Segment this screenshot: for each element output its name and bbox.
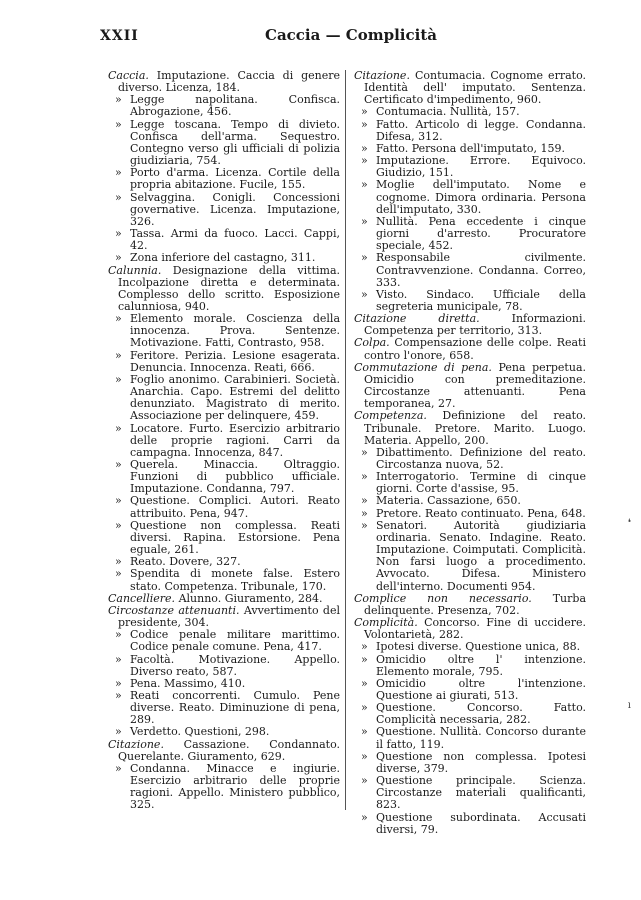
entry-text: Verdetto. Questioni, 298. xyxy=(130,725,270,739)
ditto-mark: » xyxy=(361,725,368,739)
index-subentry xyxy=(108,495,340,519)
index-entry xyxy=(108,70,340,94)
index-entry xyxy=(108,265,340,314)
entry-text: Ipotesi diverse. Questione unica, 88. xyxy=(376,640,581,654)
entry-text: Questione non complessa. Reati diversi. Rapina. Estorsione. Pena eguale, 261. xyxy=(130,518,340,557)
ditto-mark: » xyxy=(361,178,368,192)
entry-text: Imputazione. Caccia di genere diverso. Licenza, 184. xyxy=(118,69,340,95)
ditto-mark: » xyxy=(361,117,368,131)
entry-text: Dibattimento. Definizione del reato. Circostanza nuova, 52. xyxy=(376,445,586,471)
entry-text: Porto d'arma. Licenza. Cortile della propria abitazione. Fucile, 155. xyxy=(130,166,340,192)
index-subentry xyxy=(354,216,586,252)
ditto-mark: » xyxy=(361,141,368,155)
ditto-mark: » xyxy=(361,749,368,763)
index-subentry xyxy=(354,252,586,288)
index-subentry xyxy=(354,179,586,215)
ditto-mark: » xyxy=(361,251,368,265)
index-entry xyxy=(354,313,586,337)
entry-text: Questione. Concorso. Fatto. Complicità necessaria, 282. xyxy=(376,701,586,727)
index-subentry xyxy=(108,374,340,423)
index-subentry xyxy=(354,155,586,179)
entry-text: Definizione del reato. Tribunale. Pretore. Marito. Luogo. Materia. Appello, 200. xyxy=(364,409,586,447)
ditto-mark: » xyxy=(115,652,122,666)
entry-text: Questione non complessa. Ipotesi diverse, 379. xyxy=(376,749,586,775)
entry-text: Pena perpetua. Omicidio con premeditazione. Circostanze attenuanti. Pena temporanea, 27. xyxy=(364,360,586,411)
index-subentry xyxy=(354,812,586,836)
entry-text: Selvaggina. Conigli. Concessioni governative. Licenza. Imputazione, 326. xyxy=(130,190,340,228)
index-subentry xyxy=(108,192,340,228)
ditto-mark: » xyxy=(361,506,368,520)
entry-heading: Cancelliere. xyxy=(108,591,176,605)
margin-mark: ❛ xyxy=(627,518,631,529)
ditto-mark: » xyxy=(361,652,368,666)
index-entry xyxy=(354,337,586,361)
page-header xyxy=(0,28,641,52)
entry-text: Reati concorrenti. Cumulo. Pene diverse. Reato. Diminuzione di pena, 289. xyxy=(130,688,340,727)
entry-text: Alunno. Giuramento, 284. xyxy=(178,591,323,605)
ditto-mark: » xyxy=(115,93,122,107)
index-subentry xyxy=(108,520,340,556)
ditto-mark: » xyxy=(361,640,368,654)
entry-text: Avvertimento del presidente, 304. xyxy=(118,603,340,630)
entry-text: Compensazione delle colpe. Reati contro l'onore, 658. xyxy=(364,336,586,362)
left-column xyxy=(108,70,340,812)
entry-text: Questione. Nullità. Concorso durante il fatto, 119. xyxy=(376,725,586,751)
ditto-mark: » xyxy=(361,445,368,459)
entry-text: Interrogatorio. Termine di cinque giorni. Corte d'assise, 95. xyxy=(376,470,586,496)
index-subentry xyxy=(108,350,340,374)
entry-text: Omicidio oltre l' intenzione. Elemento morale, 795. xyxy=(376,652,586,678)
index-subentry xyxy=(354,702,586,726)
entry-text: Materia. Cassazione, 650. xyxy=(376,494,521,508)
ditto-mark: » xyxy=(115,725,122,739)
ditto-mark: » xyxy=(361,494,368,508)
entry-text: Codice penale militare marittimo. Codice penale comune. Pena, 417. xyxy=(130,628,340,654)
entry-text: Fatto. Persona dell'imputato, 159. xyxy=(376,141,565,155)
ditto-mark: » xyxy=(115,372,122,386)
index-subentry xyxy=(108,654,340,678)
index-subentry xyxy=(354,775,586,811)
entry-text: Nullità. Pena eccedente i cinque giorni d'arresto. Procuratore speciale, 452. xyxy=(376,214,586,253)
entry-text: Fatto. Articolo di legge. Condanna. Difesa, 312. xyxy=(376,117,586,143)
index-entry xyxy=(354,70,586,106)
ditto-mark: » xyxy=(115,518,122,532)
index-subentry xyxy=(354,471,586,495)
index-subentry xyxy=(354,726,586,750)
entry-heading: Colpa. xyxy=(354,336,390,350)
entry-text: Reato. Dovere, 327. xyxy=(130,555,241,569)
right-column xyxy=(354,70,586,836)
ditto-mark: » xyxy=(115,348,122,362)
entry-text: Legge toscana. Tempo di divieto. Confisca dell'arma. Sequestro. Contegno verso gli ufficiali di polizia giudiziaria, 754. xyxy=(130,117,340,168)
entry-text: Questione subordinata. Accusati diversi, 79. xyxy=(376,810,586,836)
ditto-mark: » xyxy=(115,227,122,241)
ditto-mark: » xyxy=(361,810,368,824)
entry-heading: Calunnia. xyxy=(108,263,162,277)
index-subentry xyxy=(354,289,586,313)
ditto-mark: » xyxy=(115,628,122,642)
ditto-mark: » xyxy=(115,555,122,569)
ditto-mark: » xyxy=(115,117,122,131)
index-subentry xyxy=(108,94,340,118)
index-subentry xyxy=(108,459,340,495)
ditto-mark: » xyxy=(361,518,368,532)
entry-text: Responsabile civilmente. Contravvenzione. Condanna. Correo, 333. xyxy=(376,251,586,289)
entry-text: Tassa. Armi da fuoco. Lacci. Cappi, 42. xyxy=(130,227,340,253)
index-subentry xyxy=(108,568,340,592)
index-entry xyxy=(354,362,586,411)
ditto-mark: » xyxy=(115,166,122,180)
index-subentry xyxy=(108,119,340,168)
index-subentry xyxy=(354,678,586,702)
entry-text: Pretore. Reato continuato. Pena, 648. xyxy=(376,506,586,520)
ditto-mark: » xyxy=(361,287,368,301)
entry-text: Querela. Minaccia. Oltraggio. Funzioni di pubblico ufficiale. Imputazione. Condanna, 797. xyxy=(130,458,340,496)
entry-text: Legge napolitana. Confisca. Abrogazione, 456. xyxy=(130,93,340,119)
index-subentry xyxy=(108,228,340,252)
ditto-mark: » xyxy=(361,676,368,690)
ditto-mark: » xyxy=(361,105,368,119)
entry-text: Concorso. Fine di uccidere. Volontarietà, 282. xyxy=(364,616,586,642)
index-subentry xyxy=(354,751,586,775)
index-entry xyxy=(354,410,586,446)
ditto-mark: » xyxy=(361,774,368,788)
index-subentry xyxy=(108,313,340,349)
entry-text: Questione principale. Scienza. Circostanze materiali qualificanti, 823. xyxy=(376,774,586,812)
entry-heading: Competenza. xyxy=(354,409,427,423)
ditto-mark: » xyxy=(115,251,122,265)
ditto-mark: » xyxy=(115,421,122,435)
entry-heading: Circostanze attenuanti. xyxy=(108,603,240,617)
entry-text: Feritore. Perizia. Lesione esagerata. Denuncia. Innocenza. Reati, 666. xyxy=(130,348,340,374)
index-entry xyxy=(354,593,586,617)
index-subentry xyxy=(108,629,340,653)
ditto-mark: » xyxy=(115,676,122,690)
entry-text: Facoltà. Motivazione. Appello. Diverso reato, 587. xyxy=(130,652,340,678)
entry-text: Visto. Sindaco. Ufficiale della segreteria municipale, 78. xyxy=(376,287,586,313)
ditto-mark: » xyxy=(115,688,122,702)
ditto-mark: » xyxy=(361,214,368,228)
ditto-mark: » xyxy=(115,567,122,581)
index-subentry xyxy=(108,763,340,812)
ditto-mark: » xyxy=(115,190,122,204)
column-divider xyxy=(345,70,346,810)
entry-text: Turba delinquente. Presenza, 702. xyxy=(364,591,586,617)
entry-heading: Citazione diretta. xyxy=(354,312,480,326)
running-title: Caccia — Complicità xyxy=(265,26,437,44)
entry-heading: Complicità. xyxy=(354,616,418,630)
entry-text: Contumacia. Cognome errato. Identità dell' imputato. Sentenza. Certificato d'impedimento, 960. xyxy=(364,69,586,107)
entry-text: Foglio anonimo. Carabinieri. Società. Anarchia. Capo. Estremi del delitto denunziato. Magistrato di merito. Associazione per delinquere, 459. xyxy=(130,372,340,423)
entry-text: Spendita di monete false. Estero stato. Competenza. Tribunale, 170. xyxy=(130,567,340,593)
entry-text: Moglie dell'imputato. Nome e cognome. Dimora ordinaria. Persona dell'imputato, 330. xyxy=(376,178,586,216)
index-entry xyxy=(108,605,340,629)
ditto-mark: » xyxy=(361,154,368,168)
entry-heading: Citazione. xyxy=(108,737,164,751)
entry-text: Contumacia. Nullità, 157. xyxy=(376,105,520,119)
entry-heading: Citazione. xyxy=(354,69,410,82)
index-subentry xyxy=(354,520,586,593)
page-number: XXII xyxy=(100,28,139,44)
entry-text: Designazione della vittima. Incolpazione diretta e determinata. Complesso dello scritto. Esposizione calunniosa, 940. xyxy=(118,263,341,313)
ditto-mark: » xyxy=(115,761,122,775)
index-subentry xyxy=(354,119,586,143)
ditto-mark: » xyxy=(115,458,122,471)
margin-mark: ı xyxy=(627,700,631,711)
ditto-mark: » xyxy=(115,494,122,508)
ditto-mark: » xyxy=(361,701,368,715)
entry-text: Elemento morale. Coscienza della innocenza. Prova. Sentenze. Motivazione. Fatti, Contrasto, 958. xyxy=(130,312,340,350)
entry-text: Zona inferiore del castagno, 311. xyxy=(130,251,316,265)
index-subentry xyxy=(108,690,340,726)
entry-text: Questione. Complici. Autori. Reato attribuito. Pena, 947. xyxy=(130,494,340,520)
index-subentry xyxy=(108,167,340,191)
entry-heading: Caccia. xyxy=(108,69,149,82)
entry-text: Cassazione. Condannato. Querelante. Giuramento, 629. xyxy=(118,737,340,763)
index-subentry xyxy=(108,423,340,459)
entry-text: Imputazione. Errore. Equivoco. Giudizio, 151. xyxy=(376,154,586,180)
entry-text: Pena. Massimo, 410. xyxy=(130,676,246,690)
index-subentry xyxy=(354,447,586,471)
entry-text: Condanna. Minacce e ingiurie. Esercizio arbitrario delle proprie ragioni. Appello. Ministero pubblico, 325. xyxy=(130,761,340,812)
index-entry xyxy=(354,617,586,641)
index-entry xyxy=(108,739,340,763)
ditto-mark: » xyxy=(115,312,122,326)
entry-text: Senatori. Autorità giudiziaria ordinaria. Senato. Indagine. Reato. Imputazione. Coimputati. Complicità. Non farsi luogo a procedimento. Avvocato. Difesa. Ministero dell'interno. Documenti 954. xyxy=(376,518,586,593)
entry-heading: Complice non necessario. xyxy=(354,591,532,605)
ditto-mark: » xyxy=(361,470,368,484)
index-subentry xyxy=(354,654,586,678)
entry-heading: Commutazione di pena. xyxy=(354,360,492,374)
entry-text: Informazioni. Competenza per territorio, 313. xyxy=(364,312,586,338)
entry-text: Locatore. Furto. Esercizio arbitrario delle proprie ragioni. Carri da campagna. Innocenza, 847. xyxy=(130,421,340,459)
entry-text: Omicidio oltre l'intenzione. Questione ai giurati, 513. xyxy=(376,676,586,702)
